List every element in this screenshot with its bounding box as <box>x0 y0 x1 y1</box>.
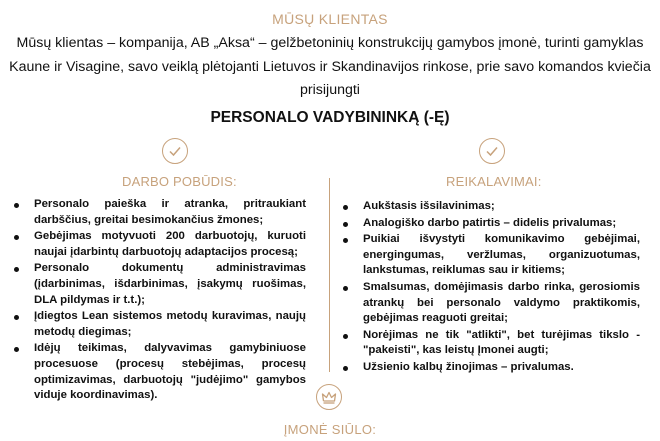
list-item: Užsienio kalbų žinojimas – privalumas. <box>337 360 640 376</box>
position-title: PERSONALO VADYBININKĄ (-Ę) <box>210 109 450 126</box>
crown-icon <box>316 384 342 410</box>
list-item: Analogiško darbo patirtis – didelis privalumas; <box>337 216 640 232</box>
list-item: Įdiegtos Lean sistemos metodų kuravimas, naujų metodų diegimas; <box>8 309 306 340</box>
column-divider <box>329 178 330 372</box>
list-item: Smalsumas, domėjimasis darbo rinka, gerosiomis atrankų bei personalo valdymo praktikomis, gebėjimas reaguoti greitai; <box>337 280 640 327</box>
requirements-list <box>337 199 640 377</box>
requirements-heading: REIKALAVIMAI: <box>446 174 542 189</box>
section-title: MŪSŲ KLIENTAS <box>272 11 388 27</box>
list-item: Idėjų teikimas, dalyvavimas gamybiniuose procesuose (procesų stebėjimas, procesų optimizavimas, darbuotojų "judėjimo" gamybos viduje koordinavimas). <box>8 341 306 403</box>
list-item: Personalo paieška ir atranka, pritraukiant darbščius, greitai besimokančius žmones; <box>8 197 306 228</box>
intro-text: Mūsų klientas – kompanija, AB „Aksa“ – gelžbetoninių konstrukcijų gamybos įmonė, turinti gamyklas Kaune ir Visagine, savo veiklą plėtojanti Lietuvos ir Skandinavijos rinkose, prie savo komandos kviečia prisijungti <box>9 35 651 98</box>
check-circle-icon <box>479 138 505 164</box>
check-circle-icon <box>162 138 188 164</box>
list-item: Norėjimas ne tik "atlikti", bet turėjimas tikslo - "pakeisti", kas leistų Įmonei augti; <box>337 328 640 359</box>
list-item: Personalo dokumentų administravimas (įdarbinimas, išdarbinimas, įsakymų ruošimas, DLA pildymas ir t.t.); <box>8 261 306 308</box>
list-item: Aukštasis išsilavinimas; <box>337 199 640 215</box>
duties-list <box>8 197 306 405</box>
list-item: Puikiai išvystyti komunikavimo gebėjimai, energingumas, veržlumas, organizuotumas, lankstumas, reiklumas sau ir kitiems; <box>337 232 640 279</box>
list-item: Gebėjimas motyvuoti 200 darbuotojų, kuruoti naujai įdarbintų darbuotojų adaptacijos procesą; <box>8 229 306 260</box>
offer-heading: ĮMONĖ SIŪLO: <box>283 422 377 437</box>
duties-heading: DARBO POBŪDIS: <box>122 174 237 189</box>
